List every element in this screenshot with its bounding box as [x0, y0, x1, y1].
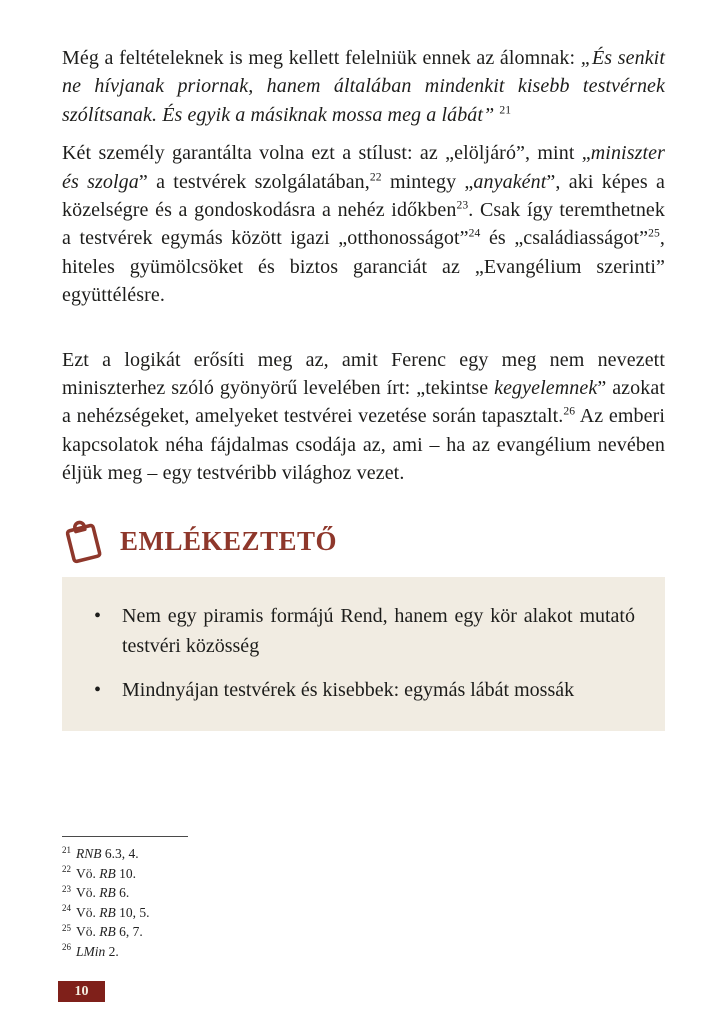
- page-number: 10: [74, 983, 89, 999]
- footnote: [62, 922, 188, 942]
- footnote-text: Vö. RB 6.: [76, 885, 130, 900]
- footnote-number: 24: [62, 903, 71, 913]
- footnote-number: 22: [62, 864, 71, 874]
- footnote: [62, 903, 188, 923]
- footnote: [62, 864, 188, 884]
- reminder-bullet-text: Nem egy piramis formájú Rend, hanem egy kör alakot mutató testvéri közösség: [122, 605, 635, 658]
- reminder-bullet-list: [90, 601, 635, 705]
- footnote-number: 25: [62, 922, 71, 933]
- footnote-text: LMin 2.: [76, 943, 119, 959]
- paragraph-francis-letter: Ezt a logikát erősíti meg az, amit Ferenc egy meg nem nevezett miniszterhez szóló gyönyörű levelében írt: „tekintse kegyelemnek” azokat a nehézségeket, amelyeket testvérei vezetése során tapasztalt.$^{26}$ Az emberi kapcsolatok néha fájdalmas csodája az, ami – ha az evangélium nevében éljük meg – egy testvéribb világhoz vezet.: [62, 348, 665, 485]
- footnote-text: Vö. RB 6, 7.: [76, 924, 143, 939]
- footnote: [62, 844, 188, 864]
- footnote: [62, 942, 188, 962]
- footnote-text: Vö. RB 10.: [76, 865, 136, 881]
- footnote-number: 26: [62, 942, 71, 952]
- page-number-badge: [58, 981, 105, 1002]
- reminder-bullet-text: Mindnyájan testvérek és kisebbek: egymás lábát mossák: [122, 679, 575, 702]
- clipboard-icon: [62, 519, 104, 563]
- paragraph-two-persons: Két személy garantálta volna ezt a stílust: az „elöljáró”, mint „miniszter és szolga” a testvérek szolgálatában,$^{22}$ mintegy „anyaként”, aki képes a közelségre és a gondoskodásra a nehéz időkben$^{23}$. Csak így teremthetnek a testvérek egymás között igazi „otthonosságot”$^{24}$ és „családiasságot”$^{25}$, hiteles gyümölcsöket és biztos garanciát az „Evangélium szerinti” együttélésre.: [62, 142, 665, 307]
- footnote-number: 23: [62, 883, 71, 894]
- footnote: [62, 883, 188, 903]
- reminder-bullet-item: [90, 675, 635, 705]
- footnote-text: Vö. RB 10, 5.: [76, 904, 150, 920]
- paragraph-conditions: Még a feltételeknek is meg kellett felelniük ennek az álomnak: „És senkit ne hívjanak priornak, hanem általában mindenkit kisebb testvérnek szólítsanak. És egyik a másiknak mossa meg a lábát” $^{21}$: [62, 47, 665, 126]
- footnote-separator: [62, 836, 188, 837]
- footnotes-section: [62, 836, 188, 961]
- reminder-box: [62, 577, 665, 731]
- reminder-title: EMLÉKEZTETŐ: [120, 525, 338, 556]
- reminder-header: [62, 519, 665, 563]
- reminder-bullet-item: [90, 601, 635, 661]
- footnote-number: 21: [62, 844, 71, 855]
- footnote-text: RNB 6.3, 4.: [76, 846, 139, 861]
- bullet-icon: •: [94, 605, 102, 628]
- bullet-icon: •: [94, 679, 102, 702]
